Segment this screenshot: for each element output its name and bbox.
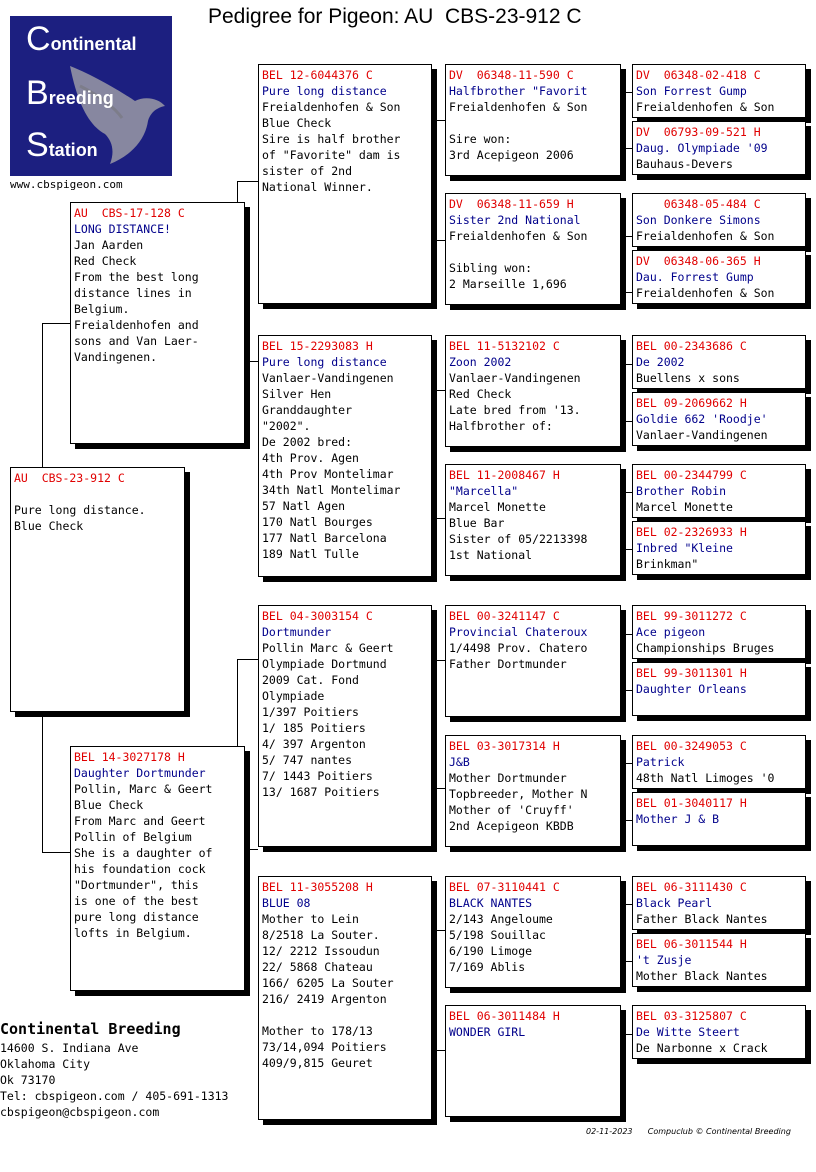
pigeon-info-line: Championships Bruges [636,641,775,655]
pigeon-info-line: Freialdenhofen & Son [636,229,775,243]
connector-line [430,930,445,931]
pigeon-info-line: 166/ 6205 La Souter [262,976,394,990]
connector-line [620,961,632,962]
spacer [262,1007,428,1023]
spacer [14,486,181,502]
pigeon-info-line: De Narbonne x Crack [636,1041,768,1055]
pigeon-name: Dortmunder [262,625,332,639]
pigeon-box-gg5[interactable] [632,335,806,389]
connector-line [42,323,70,324]
band-number: DV 06348-06-365 H [636,254,761,268]
pigeon-info-line: Red Check [449,387,512,401]
connector-line [430,518,445,519]
pigeon-info-line: From Marc and Geert [74,814,206,828]
connector-line [237,659,258,660]
connector-line [430,660,445,661]
pigeon-box-gg12[interactable] [632,792,806,846]
pigeon-box-gg14[interactable] [632,933,806,987]
pigeon-info-line: De 2002 bred: [262,435,353,449]
pigeon-info-line: 3rd Acepigeon 2006 [449,148,574,162]
pigeon-info-line: Mother to 178/13 [262,1024,373,1038]
pigeon-box-dsd[interactable] [445,735,621,847]
pigeon-name: Halfbrother "Favorit [449,84,588,98]
pigeon-name: Patrick [636,755,685,769]
connector-line [620,634,632,635]
connector-line [430,240,445,241]
pigeon-name: Pure long distance [262,355,387,369]
logo-line-station: Station [26,126,98,164]
pigeon-info-line: Father Dortmunder [449,657,567,671]
pigeon-info-line: 2/143 Angeloume [449,912,553,926]
band-number: BEL 00-3249053 C [636,739,747,753]
band-number: BEL 06-3011544 H [636,937,747,951]
pigeon-name: "Marcella" [449,484,519,498]
pigeon-name: De 2002 [636,355,685,369]
pigeon-info-line: Pure long distance. [14,503,146,517]
pigeon-info-line: 216/ 2419 Argenton [262,992,387,1006]
logo-line-continental: Continental [26,20,137,58]
connector-line [620,421,632,422]
pigeon-info-line: his foundation cock [74,862,206,876]
pigeon-name: WONDER GIRL [449,1025,526,1039]
pigeon-info-line: Sibling won: [449,261,533,275]
pigeon-info-line: of "Favorite" dam is [262,148,401,162]
pigeon-info-line: 409/9,815 Geuret [262,1056,373,1070]
pigeon-info-line: sister of 2nd [262,164,353,178]
pigeon-info-line: is one of the best [74,894,199,908]
pigeon-info-line: Olympiade [262,689,325,703]
pigeon-info-line: Blue Check [262,116,332,130]
pigeon-info-line: "Dortmunder", this [74,878,199,892]
connector-line [620,92,632,93]
band-number: BEL 12-6044376 C [262,68,373,82]
pigeon-info-line: 22/ 5868 Chateau [262,960,373,974]
pigeon-info-line: Blue Check [74,798,144,812]
pigeon-info-line: Freialdenhofen & Son [636,286,775,300]
pigeon-info-line: Blue Bar [449,516,505,530]
telephone: Tel: cbspigeon.com / 405-691-1313 [0,1089,229,1103]
pigeon-info-line: 1st National [449,548,533,562]
pigeon-info-line: Olympiade Dortmund [262,657,387,671]
website-link[interactable]: www.cbspigeon.com [10,178,123,191]
pigeon-info-line: Freialdenhofen and [74,318,199,332]
connector-line [42,714,43,852]
band-number: BEL 11-2008467 H [449,468,560,482]
band-number: BEL 99-3011301 H [636,666,747,680]
pigeon-info-line: Sire is half brother [262,132,401,146]
pigeon-info-line: 4th Prov Montelimar [262,467,394,481]
street-address: 14600 S. Indiana Ave [0,1041,139,1055]
logo-line-breeding: Breeding [26,74,114,112]
pigeon-info-line: Buellens x sons [636,371,740,385]
pigeon-info-line: Granddaughter [262,403,353,417]
pigeon-box-gg2[interactable] [632,121,806,175]
band-number: DV 06793-09-521 H [636,125,761,139]
pigeon-info-line: Mother of 'Cruyff' [449,803,574,817]
pigeon-info-line: 2 Marseille 1,696 [449,277,567,291]
connector-line [620,148,632,149]
pigeon-name: LONG DISTANCE! [74,222,171,236]
connector-line [620,763,632,764]
company-name: Continental Breeding [0,1020,181,1038]
pigeon-info-line: "2002". [262,419,311,433]
pigeon-info-line: Blue Check [14,519,84,533]
pigeon-name: Pure long distance [262,84,387,98]
pigeon-info-line: Mother Dortmunder [449,771,567,785]
pigeon-box-dam[interactable] [70,746,245,991]
pigeon-info-line: Red Check [74,254,137,268]
band-number: BEL 01-3040117 H [636,796,747,810]
connector-line [620,549,632,550]
pigeon-name: Daughter Dortmunder [74,766,206,780]
pigeon-info-line: Belgium. [74,302,130,316]
pigeon-info-line: Father Black Nantes [636,912,768,926]
pigeon-info-line: She is a daughter of [74,846,213,860]
pigeon-info-line: Jan Aarden [74,238,144,252]
email-link[interactable]: cbspigeon@cbspigeon.com [0,1105,160,1119]
pigeon-name: BLACK NANTES [449,896,533,910]
pigeon-name: Provincial Chateroux [449,625,588,639]
pigeon-box-sss[interactable] [445,64,621,176]
pigeon-info-line: 7/ 1443 Poitiers [262,769,373,783]
pigeon-name: Sister 2nd National [449,213,581,227]
pigeon-info-line: 57 Natl Agen [262,499,346,513]
pigeon-info-line: Freialdenhofen & Son [449,100,588,114]
pigeon-info-line: 5/198 Souillac [449,928,546,942]
pigeon-info-line: 4th Prov. Agen [262,451,359,465]
pigeon-name: 't Zusje [636,953,692,967]
pigeon-info-line: 1/ 185 Poitiers [262,721,366,735]
spacer [449,244,617,260]
pigeon-box-ddd[interactable] [445,1005,621,1117]
band-number: AU CBS-17-128 C [74,206,185,220]
pigeon-info-line: Freialdenhofen & Son [262,100,401,114]
pigeon-box-sdd[interactable] [445,464,621,576]
pigeon-info-line: 2nd Acepigeon KBDB [449,819,574,833]
pigeon-info-line: Marcel Monette [636,500,733,514]
spacer [449,115,617,131]
footer [586,1127,791,1136]
band-number: 06348-05-484 C [636,197,761,211]
footer-date: 02-11-2023 [586,1127,633,1136]
band-number: DV 06348-11-590 C [449,68,574,82]
pigeon-info-line: 189 Natl Tulle [262,547,359,561]
pigeon-info-line: sons and Van Laer- [74,334,199,348]
pigeon-name: Inbred "Kleine [636,541,733,555]
pigeon-info-line: Pollin of Belgium [74,830,192,844]
pigeon-name: Daughter Orleans [636,682,747,696]
pigeon-info-line: Halfbrother of: [449,419,553,433]
pigeon-info-line: 6/190 Limoge [449,944,533,958]
pigeon-name: Brother Robin [636,484,727,498]
pigeon-name: Black Pearl [636,896,713,910]
pigeon-info-line: distance lines in [74,286,192,300]
pigeon-info-line: Mother to Lein [262,912,359,926]
pigeon-info-line: 34th Natl Montelimar [262,483,401,497]
pigeon-box-gg6[interactable] [632,392,806,446]
connector-line [430,390,445,391]
pigeon-box-dds[interactable] [445,876,621,988]
pigeon-name: Dau. Forrest Gump [636,270,754,284]
page-title: Pedigree for Pigeon: AU CBS-23-912 C [208,5,582,28]
pigeon-info-line: Silver Hen [262,387,332,401]
band-number: BEL 00-3241147 C [449,609,560,623]
pigeon-box-gg1[interactable] [632,64,806,118]
pigeon-info-line: Late bred from '13. [449,403,581,417]
connector-line [620,492,632,493]
pigeon-info-line: 170 Natl Bourges [262,515,373,529]
pigeon-info-line: Vanlaer-Vandingenen [262,371,394,385]
connector-line [237,181,258,182]
pigeon-box-gg3[interactable] [632,193,806,247]
band-number: BEL 09-2069662 H [636,396,747,410]
pigeon-box-gg11[interactable] [632,735,806,789]
pigeon-info-line: Mother Black Nantes [636,969,768,983]
pigeon-name: Daug. Olympiade '09 [636,141,768,155]
pigeon-name: De Witte Steert [636,1025,740,1039]
connector-line [430,788,445,789]
pigeon-info-line: 1/397 Poitiers [262,705,359,719]
pigeon-info-line: Freialdenhofen & Son [636,100,775,114]
pigeon-box-gg4[interactable] [632,250,806,304]
pigeon-info-line: From the best long [74,270,199,284]
band-number: DV 06348-11-659 H [449,197,574,211]
pigeon-info-line: Pollin, Marc & Geert [74,782,213,796]
band-number: DV 06348-02-418 C [636,68,761,82]
pigeon-info-line: 12/ 2212 Issoudun [262,944,380,958]
band-number: BEL 11-3055208 H [262,880,373,894]
pigeon-name: Zoon 2002 [449,355,512,369]
pigeon-info-line: 2009 Cat. Fond [262,673,359,687]
pigeon-info-line: 13/ 1687 Poitiers [262,785,380,799]
band-number: BEL 00-2344799 C [636,468,747,482]
pigeon-info-line: 73/14,094 Poitiers [262,1040,387,1054]
pigeon-info-line: Topbreeder, Mother N [449,787,588,801]
band-number: BEL 06-3111430 C [636,880,747,894]
pigeon-info-line: Sister of 05/2213398 [449,532,588,546]
pigeon-name: BLUE 08 [262,896,311,910]
pigeon-box-sds[interactable] [445,335,621,447]
band-number: AU CBS-23-912 C [14,471,125,485]
pigeon-box-dam-dam[interactable] [258,876,432,1120]
pigeon-box-gg7[interactable] [632,464,806,518]
connector-line [430,1050,445,1051]
pigeon-info-line: Bauhaus-Devers [636,157,733,171]
pigeon-box-gg15[interactable] [632,1005,806,1059]
connector-line [620,364,632,365]
band-number: BEL 99-3011272 C [636,609,747,623]
band-number: BEL 11-5132102 C [449,339,560,353]
connector-line [620,236,632,237]
connector-line [620,904,632,905]
pigeon-name: Ace pigeon [636,625,706,639]
pigeon-info-line: Brinkman" [636,557,699,571]
pigeon-info-line: 1/4498 Prov. Chatero [449,641,588,655]
connector-line [620,1034,632,1035]
band-number: BEL 04-3003154 C [262,609,373,623]
pigeon-info-line: Vanlaer-Vandingenen [636,428,768,442]
connector-line [620,820,632,821]
connector-line [42,323,43,468]
pigeon-box-subject[interactable] [10,467,185,712]
pigeon-info-line: National Winner. [262,180,373,194]
pigeon-info-line: Sire won: [449,132,512,146]
band-number: BEL 02-2326933 H [636,525,747,539]
pigeon-info-line: 177 Natl Barcelona [262,531,387,545]
footer-credit: Compuclub © Continental Breeding [647,1127,791,1136]
pigeon-info-line: 48th Natl Limoges '0 [636,771,775,785]
band-number: BEL 07-3110441 C [449,880,560,894]
pigeon-info-line: Marcel Monette [449,500,546,514]
connector-line [430,120,445,121]
pigeon-name: Son Forrest Gump [636,84,747,98]
pigeon-box-gg8[interactable] [632,521,806,575]
connector-line [620,690,632,691]
pigeon-info-line: 5/ 747 nantes [262,753,353,767]
pigeon-box-sire[interactable] [70,202,245,444]
pigeon-box-dss[interactable] [445,605,621,717]
pigeon-info-line: 7/169 Ablis [449,960,526,974]
cbs-logo [10,16,172,176]
pigeon-box-sire-dam[interactable] [258,335,432,577]
pigeon-info-line: Pollin Marc & Geert [262,641,394,655]
connector-line [620,292,632,293]
pigeon-box-gg13[interactable] [632,876,806,930]
pigeon-box-gg9[interactable] [632,605,806,659]
pigeon-info-line: Vanlaer-Vandingenen [449,371,581,385]
band-number: BEL 15-2293083 H [262,339,373,353]
band-number: BEL 14-3027178 H [74,750,185,764]
connector-line [42,852,70,853]
pigeon-name: Goldie 662 'Roodje' [636,412,768,426]
pigeon-box-sire-sire[interactable] [258,64,432,304]
pigeon-name: Son Donkere Simons [636,213,761,227]
pigeon-box-gg10[interactable] [632,662,806,716]
pigeon-info-line: pure long distance [74,910,199,924]
band-number: BEL 03-3125807 C [636,1009,747,1023]
pigeon-box-ssd[interactable] [445,193,621,305]
band-number: BEL 06-3011484 H [449,1009,560,1023]
pigeon-info-line: 4/ 397 Argenton [262,737,366,751]
pigeon-box-dam-sire[interactable] [258,605,432,847]
city: Oklahoma City [0,1057,91,1071]
pigeon-name: Mother J & B [636,812,720,826]
pigeon-info-line: Vandingenen. [74,350,158,364]
pigeon-info-line: Freialdenhofen & Son [449,229,588,243]
state-zip: Ok 73170 [0,1073,56,1087]
address-block [0,1018,228,1120]
band-number: BEL 00-2343686 C [636,339,747,353]
band-number: BEL 03-3017314 H [449,739,560,753]
pigeon-name: J&B [449,755,470,769]
pigeon-info-line: lofts in Belgium. [74,926,192,940]
pigeon-info-line: 8/2518 La Souter. [262,928,380,942]
